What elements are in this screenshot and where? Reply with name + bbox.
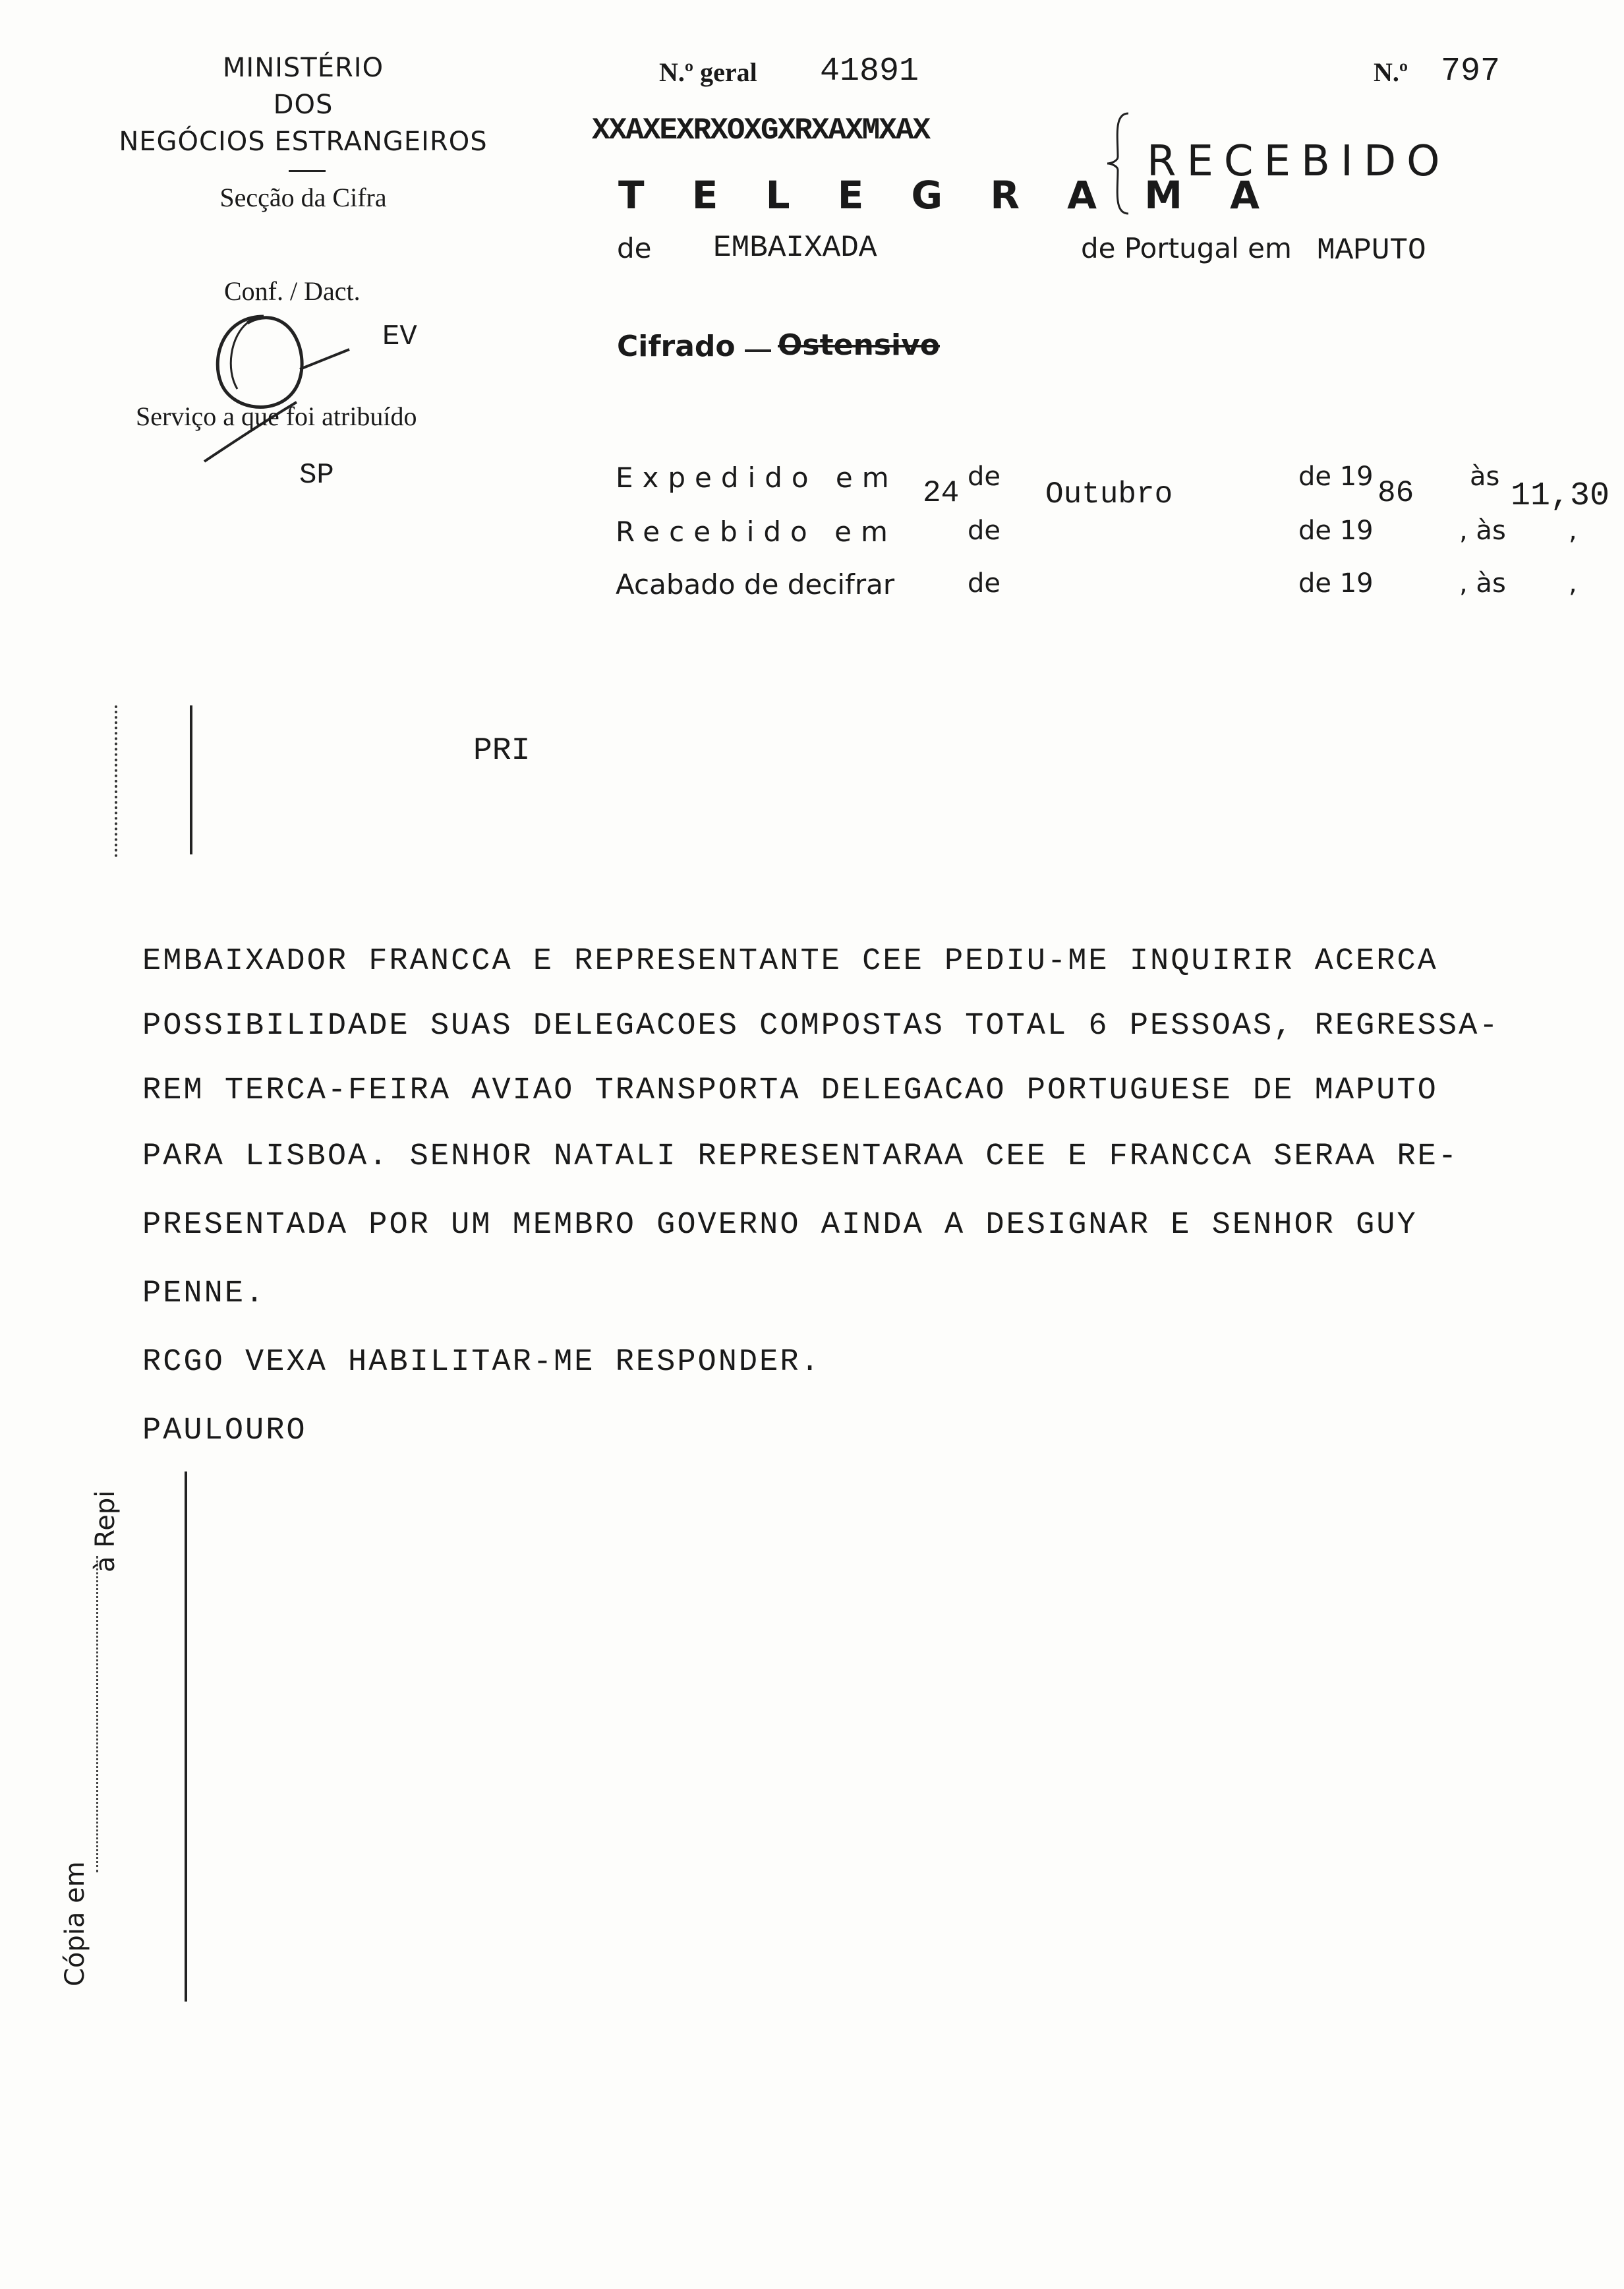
message-line: PAULOURO bbox=[142, 1413, 307, 1448]
recebido-de: de bbox=[968, 516, 1000, 546]
service-value: SP bbox=[299, 459, 334, 492]
margin-line-top bbox=[190, 705, 192, 854]
recebido-comma: , bbox=[1569, 516, 1577, 546]
copia-dotted-line bbox=[96, 1556, 98, 1872]
geral-label: N.º geral bbox=[659, 57, 757, 87]
acabado-de19: de 19 bbox=[1298, 568, 1374, 599]
ostensivo-struck: Ostensivo bbox=[778, 328, 940, 362]
ministry-line-2: DOS bbox=[273, 90, 334, 120]
ministry-line-1: MINISTÉRIO bbox=[222, 53, 384, 83]
conf-initials: EV bbox=[382, 320, 417, 353]
numero-value: 797 bbox=[1441, 53, 1501, 90]
message-line: REM TERCA-FEIRA AVIAO TRANSPORTA DELEGACAO PORTUGUESE DE MAPUTO bbox=[142, 1073, 1438, 1108]
recebido-de19: de 19 bbox=[1298, 516, 1374, 546]
expedido-de19: de 19 bbox=[1298, 461, 1374, 492]
message-line: PARA LISBOA. SENHOR NATALI REPRESENTARAA CEE E FRANCCA SERAA RE- bbox=[142, 1139, 1459, 1174]
recebido-label: Recebido em bbox=[616, 516, 897, 548]
brace-icon bbox=[1105, 111, 1131, 216]
expedido-month: Outubro bbox=[1045, 477, 1173, 512]
expedido-label: Expedido em bbox=[616, 461, 898, 494]
message-line: POSSIBILIDADE SUAS DELEGACOES COMPOSTAS TOTAL 6 PESSOAS, REGRESSA- bbox=[142, 1009, 1500, 1044]
cifrado-label: Cifrado bbox=[617, 330, 736, 363]
city-value: MAPUTO bbox=[1317, 233, 1426, 268]
copia-label: Cópia em bbox=[60, 1861, 90, 1986]
expedido-year: 86 bbox=[1378, 476, 1414, 510]
acabado-as: , às bbox=[1459, 568, 1506, 599]
priority: PRI bbox=[473, 733, 531, 769]
acabado-label: Acabado de decifrar bbox=[616, 568, 895, 601]
portugal-label: de Portugal em bbox=[1081, 232, 1292, 264]
reparticao-label: à Repi bbox=[90, 1490, 121, 1572]
conf-label: Conf. / Dact. bbox=[224, 276, 361, 306]
dotted-margin-top bbox=[115, 705, 117, 857]
aerograma-struck: XXAXEXRXOXGXRXAXMXAX bbox=[592, 113, 930, 148]
acabado-comma: , bbox=[1569, 568, 1577, 599]
section-label: Secção da Cifra bbox=[219, 183, 387, 212]
message-line: PENNE. bbox=[142, 1276, 266, 1311]
message-line: EMBAIXADOR FRANCCA E REPRESENTANTE CEE PEDIU-ME INQUIRIR ACERCA bbox=[142, 944, 1438, 979]
cifrado-dash bbox=[745, 349, 771, 352]
acabado-de: de bbox=[968, 568, 1000, 599]
de-value: EMBAIXADA bbox=[713, 231, 877, 265]
service-label: Serviço a que foi atribuído bbox=[136, 401, 417, 431]
received-stamp: RECEBIDO bbox=[1147, 137, 1451, 186]
message-line: PRESENTADA POR UM MEMBRO GOVERNO AINDA A DESIGNAR E SENHOR GUY bbox=[142, 1208, 1418, 1243]
ministry-divider bbox=[289, 170, 326, 172]
margin-line-bottom bbox=[185, 1472, 187, 2002]
expedido-de: de bbox=[968, 461, 1000, 492]
message-line: RCGO VEXA HABILITAR-ME RESPONDER. bbox=[142, 1345, 821, 1380]
handwritten-signature-icon bbox=[185, 297, 369, 468]
expedido-as: às bbox=[1470, 461, 1500, 492]
geral-value: 41891 bbox=[820, 53, 919, 90]
recebido-as: , às bbox=[1459, 516, 1506, 546]
expedido-day: 24 bbox=[923, 476, 960, 510]
de-label: de bbox=[617, 232, 652, 264]
numero-label: N.º bbox=[1374, 57, 1408, 87]
expedido-time: 11,30 bbox=[1511, 477, 1610, 515]
telegrama-title: T E L E G R A M A bbox=[618, 173, 1277, 218]
ministry-line-3: NEGÓCIOS ESTRANGEIROS bbox=[119, 127, 488, 157]
